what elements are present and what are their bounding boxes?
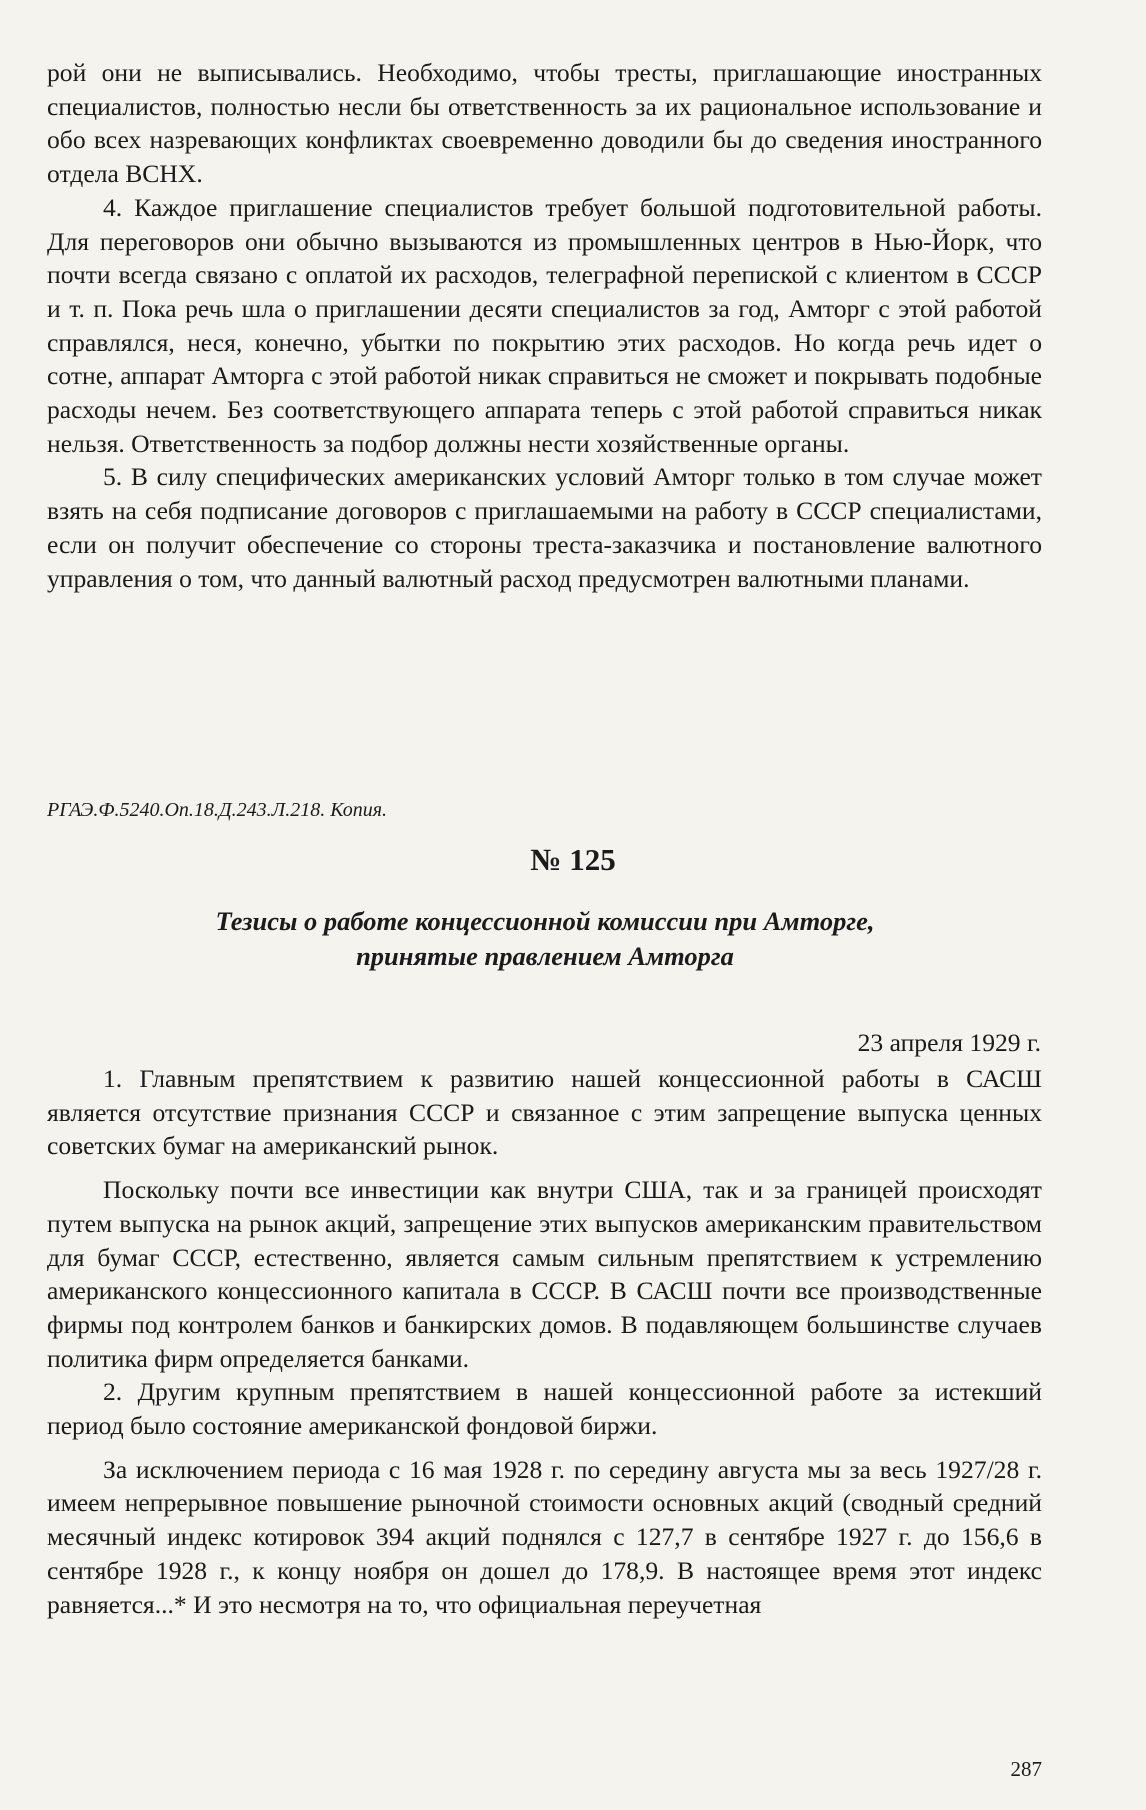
paragraph-continuation: рой они не выписывались. Необходимо, чтобы тресты, приглашающие иностранных специалистов, полностью несли бы ответственность за их рациональное использование и обо всех назревающих конфликтах своевременно доводили бы до сведения иностранного отдела ВСНХ. — [47, 58, 1042, 189]
paragraph-item-2: 2. Другим крупным препятствием в нашей концессионной работе за истекший период было состояние американской фондовой биржи. — [47, 1377, 1042, 1441]
archive-source-reference: РГАЭ.Ф.5240.Оп.18.Д.243.Л.218. Копия. — [47, 799, 388, 821]
document-title-line-1: Тезисы о работе концессионной комиссии при Амторге, — [215, 906, 875, 936]
document-title — [90, 904, 1000, 974]
paragraph-item-1: 1. Главным препятствием к развитию нашей концессионной работы в САСШ является отсутствие признания СССР и связанное с этим запрещение выпуска ценных советских бумаг на американский рынок. — [47, 1064, 1042, 1161]
bottom-text-block — [47, 1062, 1042, 1621]
top-text-block — [47, 56, 1042, 595]
paragraph-investments: Поскольку почти все инвестиции как внутри США, так и за границей происходят путем выпуска на рынок акций, запрещение этих выпусков американским правительством для бумаг СССР, естественно, является самым сильным препятствием к устремлению американского концессионного капитала в СССР. В САСШ почти все производственные фирмы под контролем банков и банкирских домов. В подавляющем большинстве случаев политика фирм определяется банками. — [47, 1175, 1042, 1373]
paragraph-stock-index: За исключением периода с 16 мая 1928 г. по середину августа мы за весь 1927/28 г. имеем непрерывное повышение рыночной стоимости основных акций (сводный средний месячный индекс котировок 394 акций поднялся с 127,7 в сентябре 1927 г. до 156,6 в сентябре 1928 г., к концу ноября он дошел до 178,9. В настоящее время этот индекс равняется...* И это несмотря на то, что официальная переучетная — [47, 1454, 1042, 1619]
paragraph-item-4: 4. Каждое приглашение специалистов требует большой подготовительной работы. Для переговоров они обычно вызываются из промышленных центров в Нью-Йорк, что почти всегда связано с оплатой их расходов, телеграфной перепиской с клиентом в СССР и т. п. Пока речь шла о приглашении десяти специалистов за год, Амторг с этой работой справлялся, неся, конечно, убытки по покрытию этих расходов. Но когда речь идет о сотне, аппарат Амторга с этой работой никак справиться не сможет и покрывать подобные расходы нечем. Без соответствующего аппарата теперь с этой работой справиться никак нельзя. Ответственность за подбор должны нести хозяйственные органы. — [47, 192, 1042, 458]
paragraph-item-5: 5. В силу специфических американских условий Амторг только в том случае может взять на себя подписание договоров с приглашаемыми на работу в СССР специалистами, если он получит обеспечение со стороны треста-заказчика и постановление валютного управления о том, что данный валютный расход предусмотрен валютными планами. — [47, 462, 1042, 593]
page-number: 287 — [1010, 1757, 1042, 1781]
document-title-line-2: принятые правлением Амторга — [356, 941, 734, 971]
document-date: 23 апреля 1929 г. — [857, 1028, 1041, 1057]
document-number: № 125 — [530, 842, 616, 877]
